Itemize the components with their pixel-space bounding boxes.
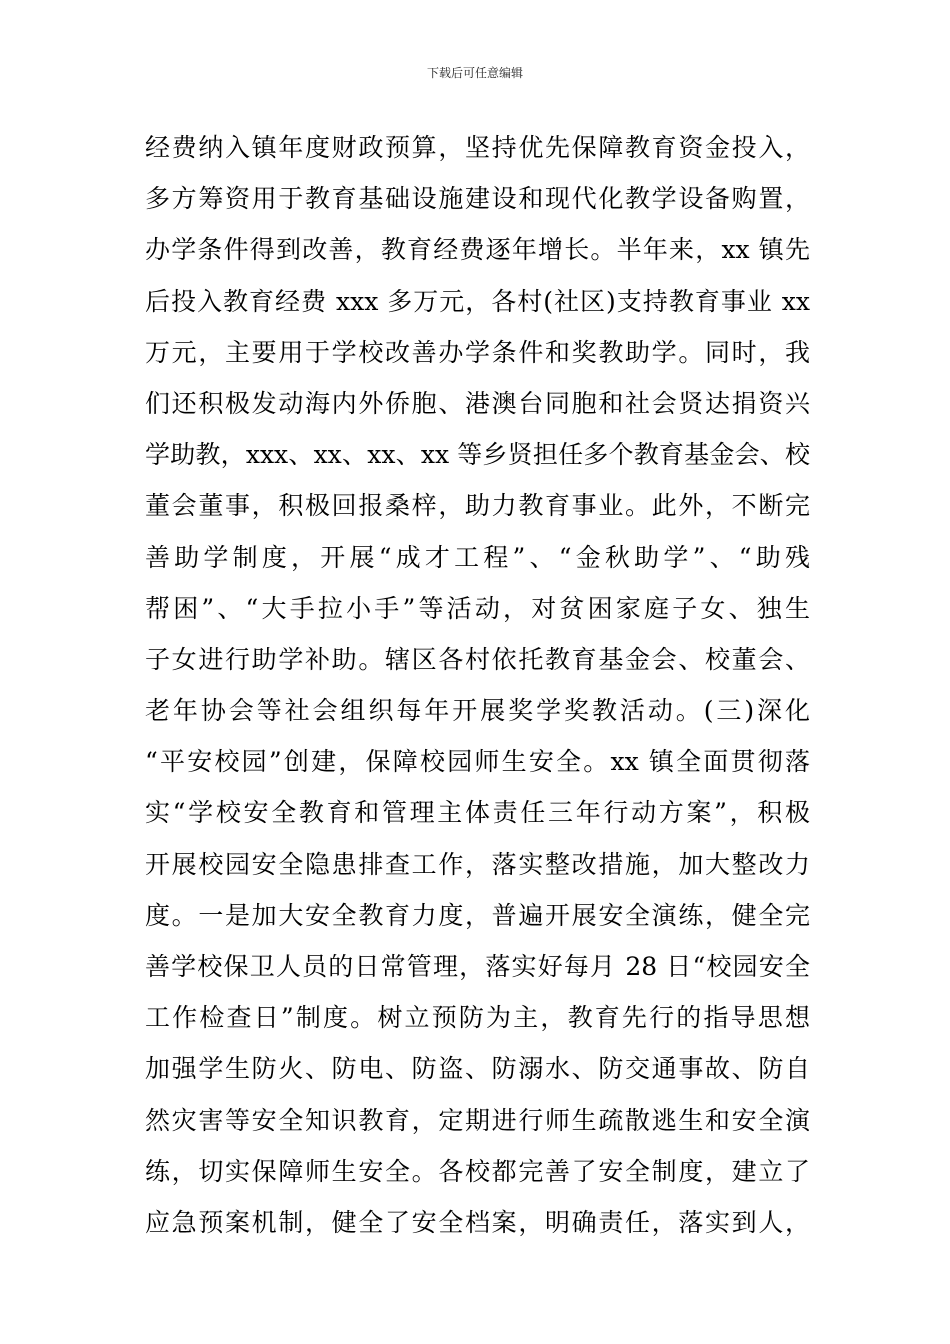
text-line: 练，切实保障师生安全。各校都完善了安全制度，建立了 — [145, 1156, 810, 1186]
text-line: 学助教，xxx、xx、xx、xx 等乡贤担任多个教育基金会、校 — [145, 440, 810, 470]
text-line: 实“学校安全教育和管理主体责任三年行动方案”，积极 — [145, 798, 810, 828]
text-line: 后投入教育经费 xxx 多万元，各村(社区)支持教育事业 xx — [145, 286, 810, 316]
text-line: 应急预案机制，健全了安全档案，明确责任，落实到人， — [145, 1207, 810, 1237]
text-line: 办学条件得到改善，教育经费逐年增长。半年来，xx 镇先 — [145, 235, 810, 265]
page-header: 下载后可任意编辑 — [426, 66, 523, 80]
text-line: 董会董事，积极回报桑梓，助力教育事业。此外，不断完 — [145, 491, 810, 521]
text-line: 然灾害等安全知识教育，定期进行师生疏散逃生和安全演 — [145, 1105, 810, 1135]
text-line: 子女进行助学补助。辖区各村依托教育基金会、校董会、 — [145, 644, 810, 674]
document-body — [145, 122, 810, 1248]
text-line: 们还积极发动海内外侨胞、港澳台同胞和社会贤达捐资兴 — [145, 388, 810, 418]
text-line: 多方筹资用于教育基础设施建设和现代化教学设备购置， — [145, 184, 810, 214]
text-line: 善助学制度，开展“成才工程”、“金秋助学”、“助残 — [145, 542, 810, 572]
text-line: 工作检查日”制度。树立预防为主，教育先行的指导思想 — [145, 1003, 810, 1033]
text-line: 万元，主要用于学校改善办学条件和奖教助学。同时，我 — [145, 337, 810, 367]
text-line: 度。一是加大安全教育力度，普遍开展安全演练，健全完 — [145, 900, 810, 930]
text-line: “平安校园”创建，保障校园师生安全。xx 镇全面贯彻落 — [145, 747, 810, 777]
text-line: 开展校园安全隐患排查工作，落实整改措施，加大整改力 — [145, 849, 810, 879]
text-line: 加强学生防火、防电、防盗、防溺水、防交通事故、防自 — [145, 1054, 810, 1084]
text-line: 老年协会等社会组织每年开展奖学奖教活动。(三)深化 — [145, 696, 810, 726]
text-line: 善学校保卫人员的日常管理，落实好每月 28 日“校园安全 — [145, 952, 810, 981]
text-line: 经费纳入镇年度财政预算，坚持优先保障教育资金投入， — [145, 133, 810, 162]
text-line: 帮困”、“大手拉小手”等活动，对贫困家庭子女、独生 — [145, 593, 810, 623]
